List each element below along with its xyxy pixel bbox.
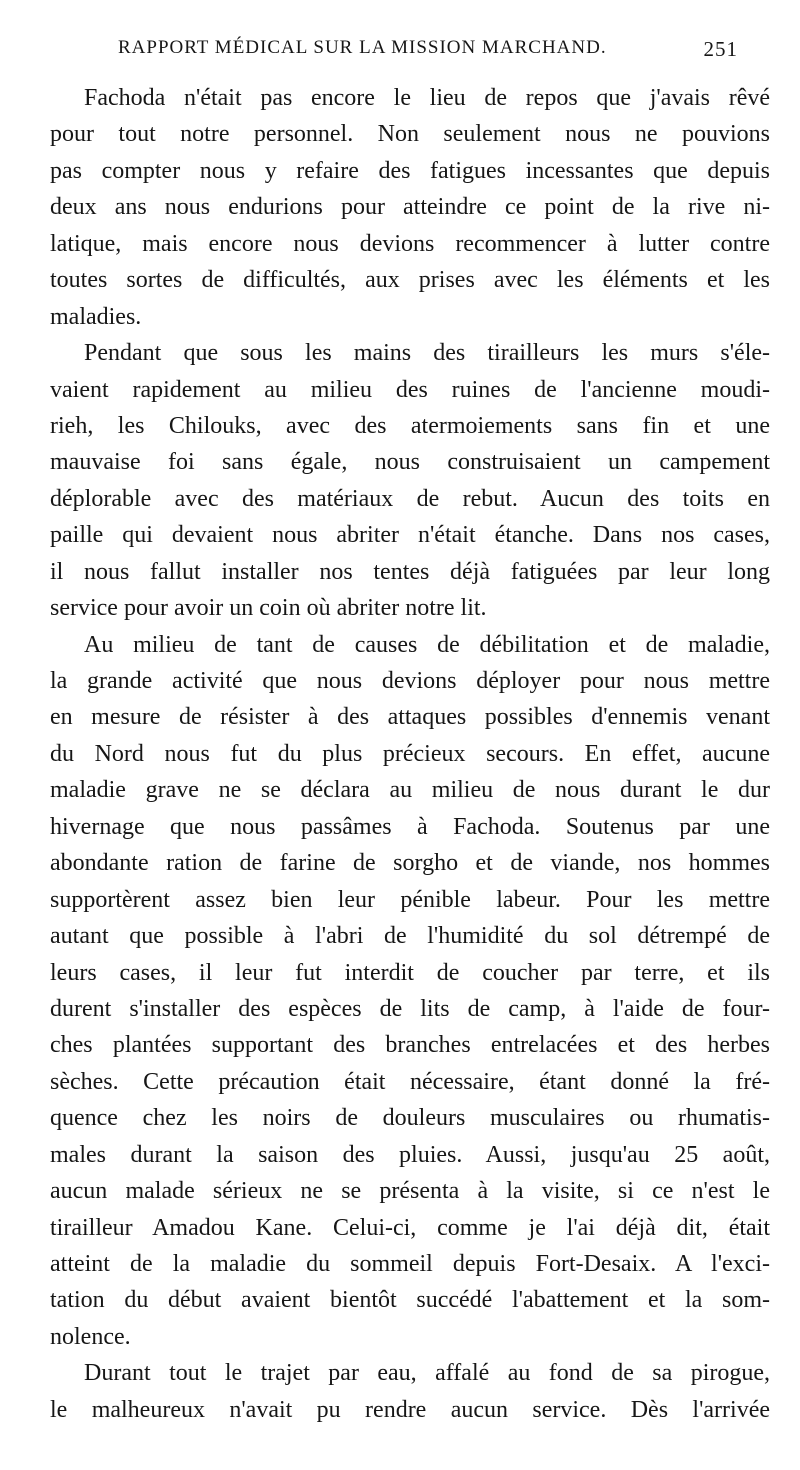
text-line: la grande activité que nous devions déployer pour nous mettre [50, 668, 770, 694]
text-line: pour tout notre personnel. Non seulement nous ne pouvions [50, 121, 770, 148]
text-line: rieh, les Chilouks, avec des atermoiements sans fin et une [50, 412, 770, 439]
text-line: Durant tout le trajet par eau, affalé au fond de sa pirogue, [84, 1360, 770, 1387]
text-line: tation du début avaient bientôt succédé l'abattement et la som- [50, 1287, 770, 1314]
text-line: hivernage que nous passâmes à Fachoda. Soutenus par une [50, 813, 770, 840]
text-line: leurs cases, il leur fut interdit de coucher par terre, et ils [50, 959, 770, 986]
text-line: durent s'installer des espèces de lits de camp, à l'aide de four- [50, 995, 770, 1022]
text-line: aucun malade sérieux ne se présenta à la visite, si ce n'est le [50, 1178, 770, 1205]
text-line: paille qui devaient nous abriter n'était étanche. Dans nos cases, [50, 522, 770, 549]
text-line: abondante ration de farine de sorgho et de viande, nos hommes [50, 850, 770, 877]
text-line: vaient rapidement au milieu des ruines de l'ancienne moudi- [50, 376, 770, 403]
text-line: pas compter nous y refaire des fatigues incessantes que depuis [50, 157, 770, 184]
text-line: il nous fallut installer nos tentes déjà fatiguées par leur long [50, 558, 770, 585]
running-head-title: RAPPORT MÉDICAL SUR LA MISSION MARCHAND. [118, 37, 607, 58]
body-text [50, 80, 770, 1428]
text-line: Pendant que sous les mains des tirailleurs les murs s'éle- [84, 340, 770, 367]
paragraph-3 [50, 627, 770, 1356]
text-line: Fachoda n'était pas encore le lieu de repos que j'avais rêvé [84, 85, 770, 111]
text-line: mauvaise foi sans égale, nous construisaient un campement [50, 449, 770, 476]
text-line: ches plantées supportant des branches entrelacées et des herbes [50, 1032, 770, 1059]
paragraph-4 [50, 1355, 770, 1428]
paragraph-2 [50, 335, 770, 627]
text-line: quence chez les noirs de douleurs musculaires ou rhumatis- [50, 1105, 770, 1132]
text-line: nolence. [50, 1323, 131, 1350]
text-line: sèches. Cette précaution était nécessaire, étant donné la fré- [50, 1068, 770, 1095]
text-line: atteint de la maladie du sommeil depuis Fort-Desaix. A l'exci- [50, 1251, 770, 1277]
text-line: en mesure de résister à des attaques possibles d'ennemis venant [50, 704, 770, 731]
text-line: tirailleur Amadou Kane. Celui-ci, comme je l'ai déjà dit, était [50, 1214, 770, 1241]
text-line: toutes sortes de difficultés, aux prises avec les éléments et les [50, 267, 770, 294]
text-line: supportèrent assez bien leur pénible labeur. Pour les mettre [50, 886, 770, 913]
running-head [118, 37, 738, 73]
text-line: latique, mais encore nous devions recommencer à lutter contre [50, 230, 770, 257]
paragraph-1 [50, 80, 770, 335]
text-line: service pour avoir un coin où abriter notre lit. [50, 595, 487, 622]
text-line: maladies. [50, 303, 142, 330]
text-line: autant que possible à l'abri de l'humidité du sol détrempé de [50, 923, 770, 950]
text-line: Au milieu de tant de causes de débilitation et de maladie, [84, 631, 770, 658]
page-number: 251 [703, 37, 738, 61]
text-line: le malheureux n'avait pu rendre aucun service. Dès l'arrivée [50, 1396, 770, 1423]
text-line: maladie grave ne se déclara au milieu de nous durant le dur [50, 777, 770, 804]
text-line: deux ans nous endurions pour atteindre ce point de la rive ni- [50, 194, 770, 221]
text-line: déplorable avec des matériaux de rebut. Aucun des toits en [50, 485, 770, 512]
text-line: du Nord nous fut du plus précieux secours. En effet, aucune [50, 740, 770, 767]
text-line: males durant la saison des pluies. Aussi, jusqu'au 25 août, [50, 1141, 770, 1168]
